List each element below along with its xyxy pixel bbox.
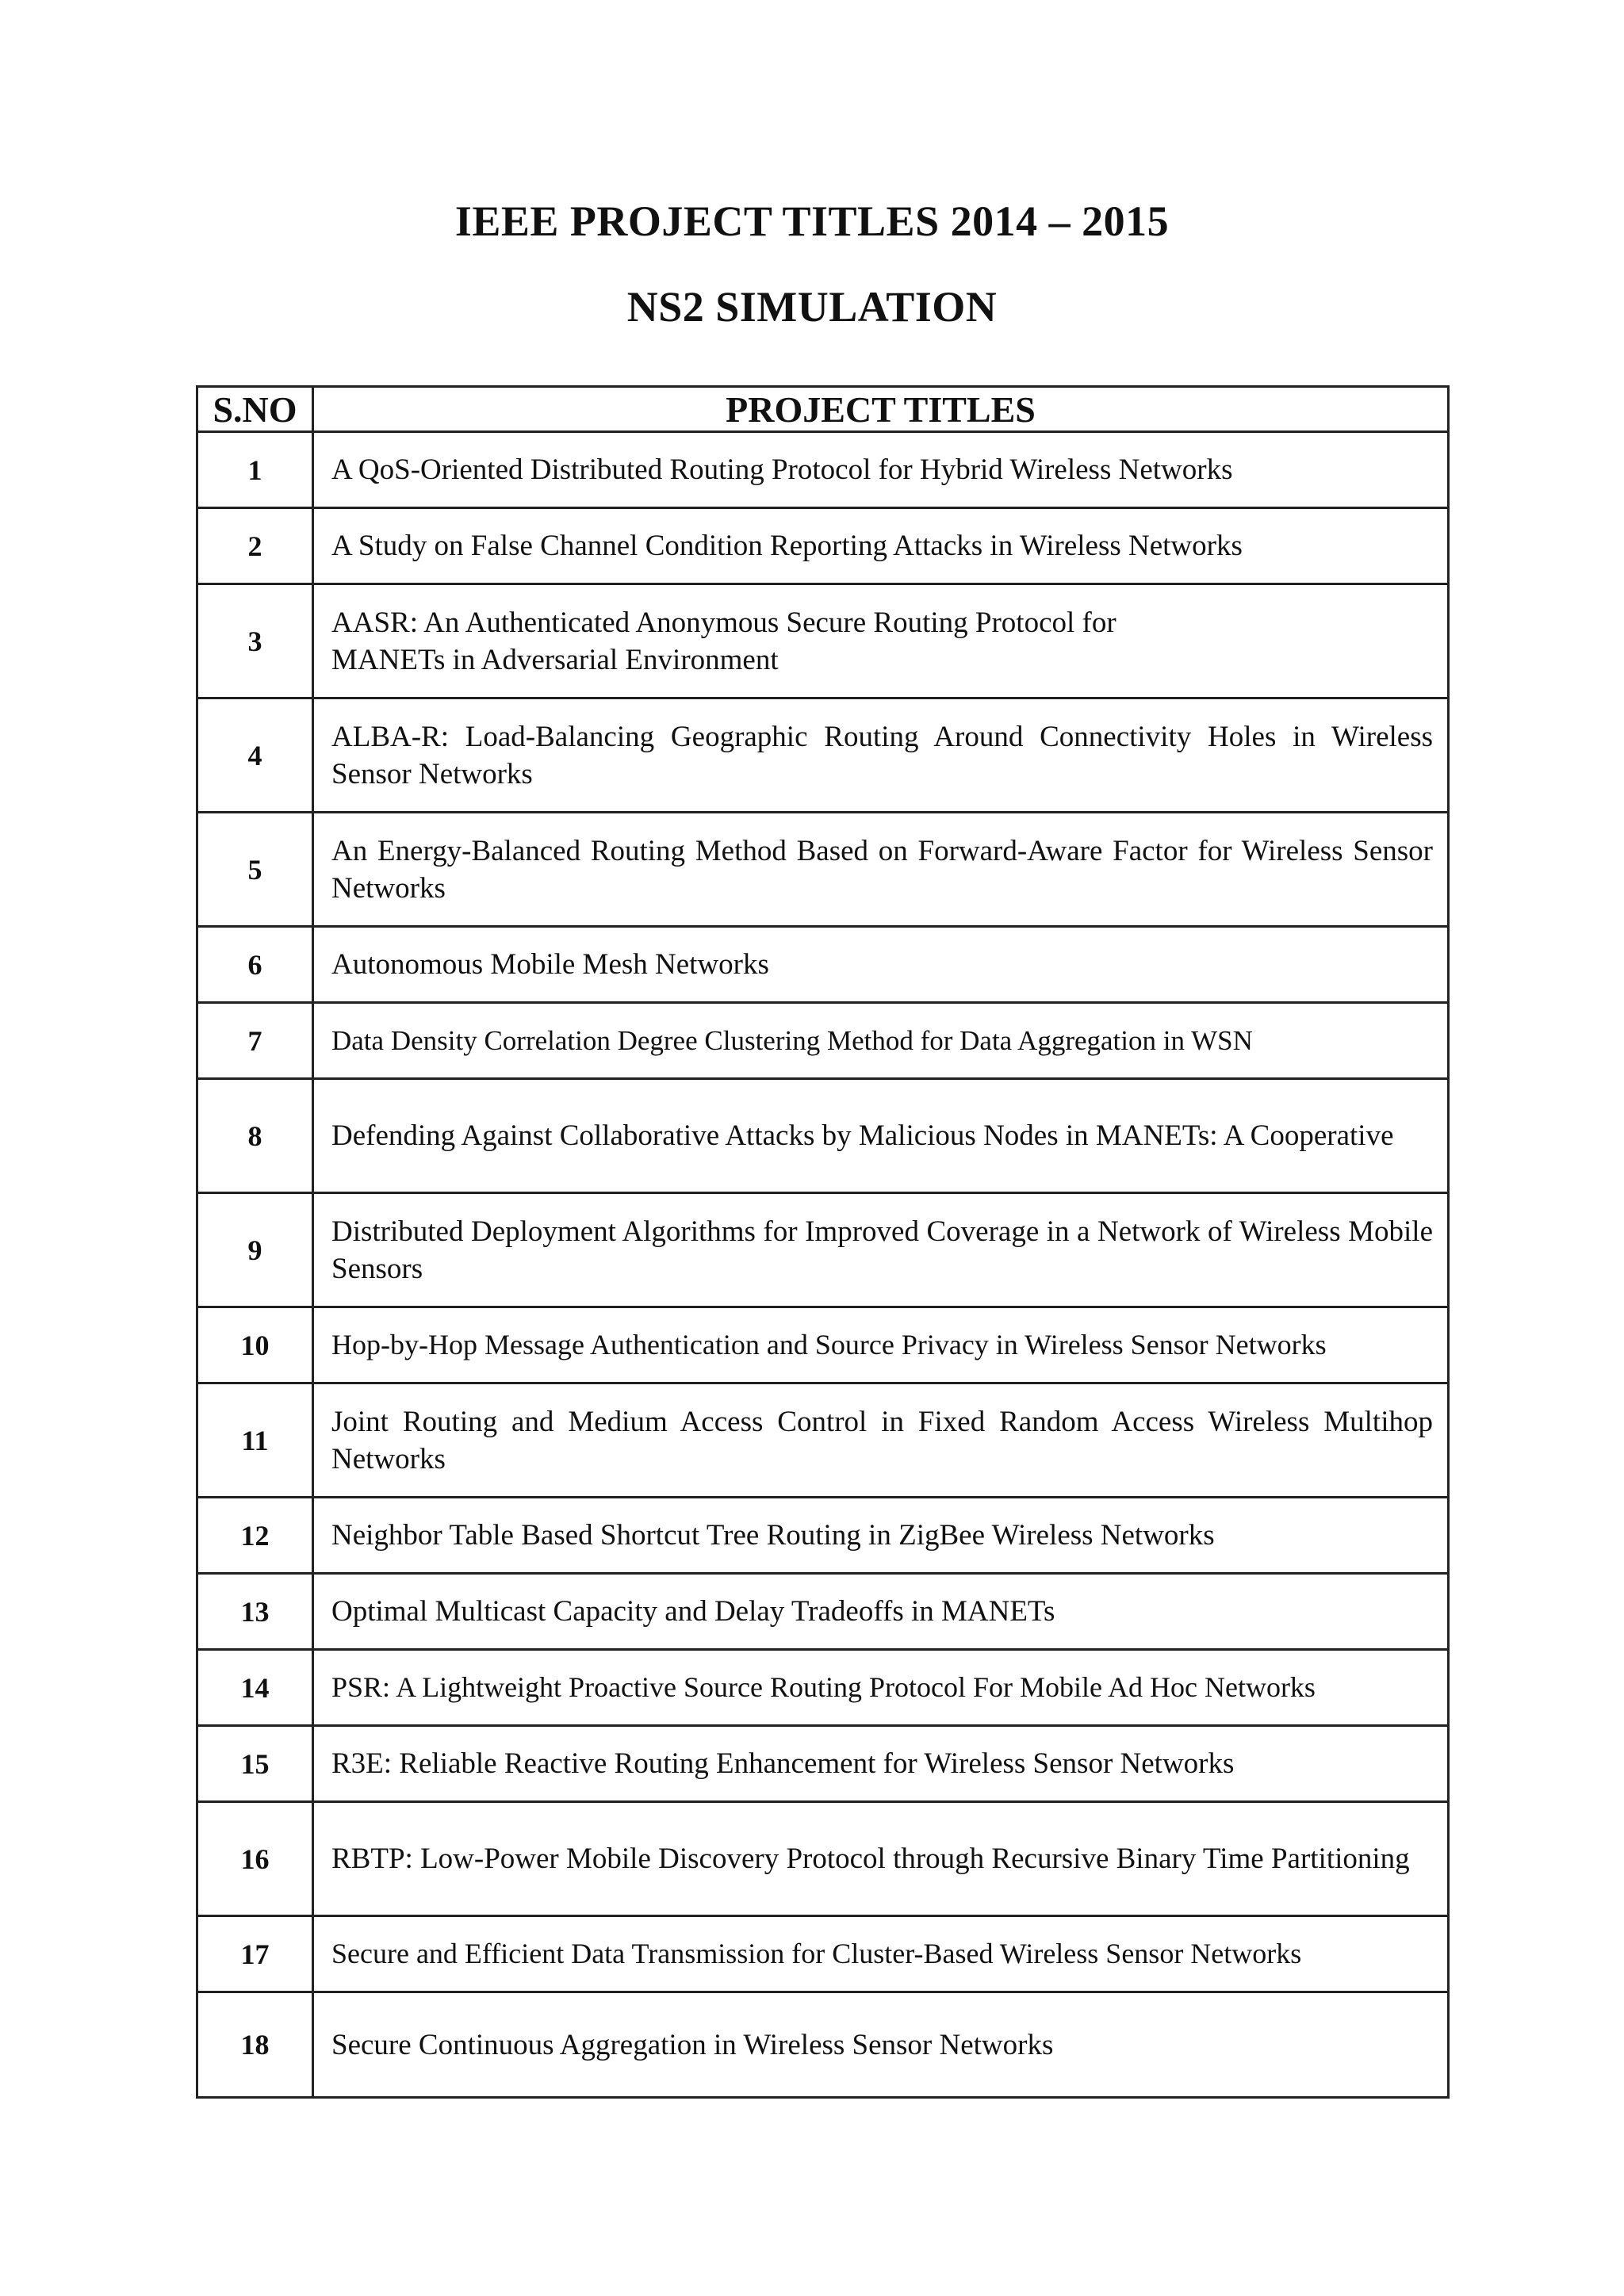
row-title: Secure and Efficient Data Transmission for Cluster-Based Wireless Sensor Networks [313,1916,1449,1992]
row-title: R3E: Reliable Reactive Routing Enhancement for Wireless Sensor Networks [313,1726,1449,1802]
table-header-row [197,387,1449,432]
table-row [197,1307,1449,1383]
row-title: ALBA-R: Load-Balancing Geographic Routing Around Connectivity Holes in Wireless Sensor Networks [313,698,1449,813]
table-row [197,584,1449,698]
row-sno: 17 [197,1916,313,1992]
table-row [197,1726,1449,1802]
table-row [197,1916,1449,1992]
table-row [197,813,1449,927]
row-title: Secure Continuous Aggregation in Wireless Sensor Networks [313,1992,1449,2098]
page-subtitle: NS2 SIMULATION [626,283,998,331]
row-title: Defending Against Collaborative Attacks by Malicious Nodes in MANETs: A Cooperative [313,1079,1449,1193]
row-sno: 15 [197,1726,313,1802]
row-sno: 11 [197,1383,313,1498]
row-sno: 8 [197,1079,313,1193]
table-row [197,1992,1449,2098]
table-body [197,432,1449,2098]
row-sno: 7 [197,1003,313,1079]
table-row [197,1574,1449,1650]
table-row [197,1003,1449,1079]
table-row [197,1650,1449,1726]
row-title: Neighbor Table Based Shortcut Tree Routing in ZigBee Wireless Networks [313,1498,1449,1574]
row-sno: 4 [197,698,313,813]
row-title: Autonomous Mobile Mesh Networks [313,927,1449,1003]
table-row [197,432,1449,508]
row-sno: 10 [197,1307,313,1383]
row-sno: 9 [197,1193,313,1307]
row-title: An Energy-Balanced Routing Method Based on Forward-Aware Factor for Wireless Sensor Networks [313,813,1449,927]
table-row [197,927,1449,1003]
column-header-sno: S.NO [197,387,313,432]
row-title: A QoS-Oriented Distributed Routing Protocol for Hybrid Wireless Networks [313,432,1449,508]
row-sno: 12 [197,1498,313,1574]
project-titles-table [196,385,1450,2099]
table-row [197,698,1449,813]
page-title: IEEE PROJECT TITLES 2014 – 2015 [454,197,1170,245]
row-title: Distributed Deployment Algorithms for Improved Coverage in a Network of Wireless Mobile Sensors [313,1193,1449,1307]
row-title: AASR: An Authenticated Anonymous Secure Routing Protocol for MANETs in Adversarial Environment [313,584,1449,698]
row-sno: 6 [197,927,313,1003]
row-sno: 14 [197,1650,313,1726]
row-sno: 3 [197,584,313,698]
table-header [197,387,1449,432]
row-title: RBTP: Low-Power Mobile Discovery Protocol through Recursive Binary Time Partitioning [313,1802,1449,1916]
row-sno: 1 [197,432,313,508]
row-title: Joint Routing and Medium Access Control in Fixed Random Access Wireless Multihop Networks [313,1383,1449,1498]
row-sno: 13 [197,1574,313,1650]
column-header-project-titles: PROJECT TITLES [313,387,1449,432]
row-title: Data Density Correlation Degree Clustering Method for Data Aggregation in WSN [313,1003,1449,1079]
table-row [197,1802,1449,1916]
row-title: A Study on False Channel Condition Reporting Attacks in Wireless Networks [313,508,1449,584]
row-sno: 5 [197,813,313,927]
table-row [197,1498,1449,1574]
table-row [197,1079,1449,1193]
row-sno: 2 [197,508,313,584]
row-title: PSR: A Lightweight Proactive Source Routing Protocol For Mobile Ad Hoc Networks [313,1650,1449,1726]
table-row [197,1383,1449,1498]
table-row [197,508,1449,584]
row-sno: 18 [197,1992,313,2098]
row-sno: 16 [197,1802,313,1916]
table-row [197,1193,1449,1307]
row-title: Optimal Multicast Capacity and Delay Tradeoffs in MANETs [313,1574,1449,1650]
row-title: Hop-by-Hop Message Authentication and Source Privacy in Wireless Sensor Networks [313,1307,1449,1383]
